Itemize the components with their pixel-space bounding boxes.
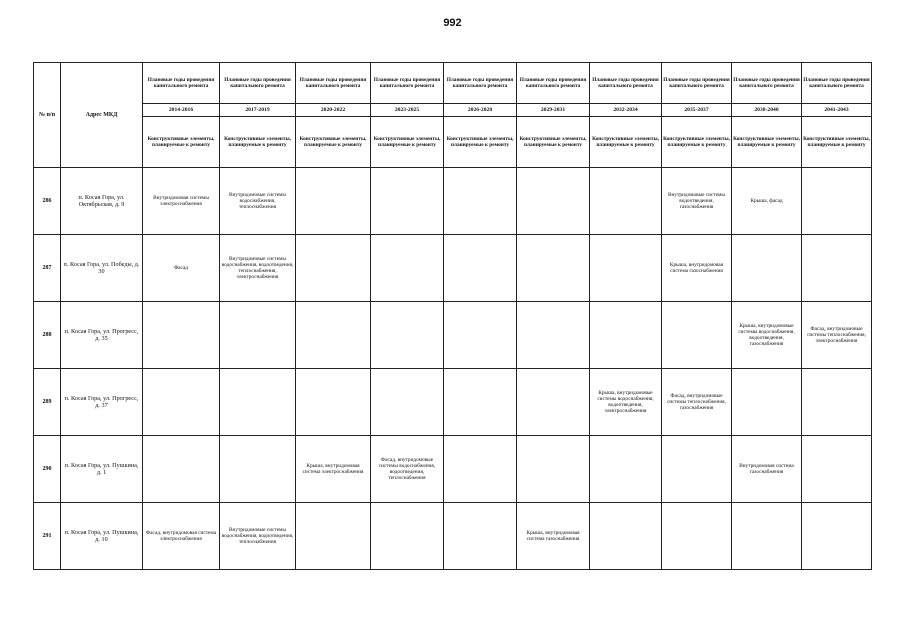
plan-cell: [371, 369, 444, 436]
table-body: [34, 168, 872, 570]
table-row: [34, 168, 872, 235]
header-period-label: Плановые годы проведения капитального ремонта: [590, 63, 662, 104]
header-period-label: Плановые годы проведения капитального ремонта: [444, 63, 517, 104]
header-address: Адрес МКД: [61, 63, 143, 168]
header-elements-label: Конструктивные элементы, планируемые к ремонту: [802, 117, 872, 168]
header-period-label: Плановые годы проведения капитального ремонта: [662, 63, 732, 104]
plan-cell: [590, 235, 662, 302]
plan-cell: Крыша, внутридомовые системы водоснабжения, водоотведения, газоснабжения: [732, 302, 802, 369]
plan-cell: [371, 503, 444, 570]
header-period-label: Плановые годы проведения капитального ремонта: [143, 63, 220, 104]
plan-cell: Внутридомовые системы водоснабжения, водоотведения, теплоснабжения: [220, 503, 296, 570]
header-elements-label: Конструктивные элементы, планируемые к ремонту: [517, 117, 590, 168]
plan-cell: [590, 168, 662, 235]
header-period-label: Плановые годы проведения капитального ремонта: [296, 63, 371, 104]
plan-cell: [517, 235, 590, 302]
plan-cell: Крыша, внутридомовая система газоснабжения: [662, 235, 732, 302]
plan-cell: Фасад, внутридомовые системы водоснабжения, водоотведения, теплоснабжения: [371, 436, 444, 503]
table-row: [34, 503, 872, 570]
plan-cell: [517, 369, 590, 436]
plan-cell: [444, 235, 517, 302]
row-address: п. Косая Гора, ул. Пушкина, д. 10: [61, 503, 143, 570]
row-number: 290: [34, 436, 61, 503]
row-number: 289: [34, 369, 61, 436]
row-number: 291: [34, 503, 61, 570]
plan-cell: [296, 302, 371, 369]
plan-cell: [802, 436, 872, 503]
plan-cell: [517, 302, 590, 369]
plan-cell: [802, 503, 872, 570]
plan-cell: [371, 302, 444, 369]
plan-cell: [143, 369, 220, 436]
row-address: п. Косая Гора, ул. Победы, д. 30: [61, 235, 143, 302]
plan-cell: Крыша, внутридомовая система электроснабжения: [296, 436, 371, 503]
plan-cell: [732, 503, 802, 570]
header-elements-label: Конструктивные элементы, планируемые к ремонту: [371, 117, 444, 168]
plan-cell: Крыша, фасад: [732, 168, 802, 235]
row-address: п. Косая Гора, ул. Прогресс, д. 37: [61, 369, 143, 436]
header-elements-label: Конструктивные элементы, планируемые к ремонту: [732, 117, 802, 168]
row-number: 288: [34, 302, 61, 369]
header-period-label: Плановые годы проведения капитального ремонта: [220, 63, 296, 104]
plan-cell: [143, 302, 220, 369]
table-row: [34, 302, 872, 369]
plan-cell: [371, 235, 444, 302]
plan-cell: Крыша, внутридомовая система газоснабжения: [517, 503, 590, 570]
plan-cell: Внутридомовые системы водоснабжения, водоотведения, теплоснабжения, электроснабжения: [220, 235, 296, 302]
plan-cell: [590, 503, 662, 570]
plan-cell: Фасад, внутридомовая система электроснабжения: [143, 503, 220, 570]
plan-cell: [371, 168, 444, 235]
plan-cell: [517, 436, 590, 503]
plan-cell: [732, 235, 802, 302]
plan-cell: [296, 235, 371, 302]
plan-cell: [732, 369, 802, 436]
plan-cell: [296, 168, 371, 235]
header-year: 2038-2040: [732, 104, 802, 117]
plan-cell: [662, 503, 732, 570]
plan-cell: [296, 369, 371, 436]
table-row: [34, 235, 872, 302]
plan-cell: [802, 369, 872, 436]
row-number: 287: [34, 235, 61, 302]
header-row-elements: [34, 117, 872, 168]
plan-cell: [590, 302, 662, 369]
plan-cell: Внутридомовые системы водоотведения, газоснабжения: [662, 168, 732, 235]
plan-cell: [444, 503, 517, 570]
header-year: 2041-2043: [802, 104, 872, 117]
header-elements-label: Конструктивные элементы, планируемые к ремонту: [296, 117, 371, 168]
header-period-label: Плановые годы проведения капитального ремонта: [517, 63, 590, 104]
table-row: [34, 369, 872, 436]
header-num: № п/п: [34, 63, 61, 168]
plan-cell: [662, 302, 732, 369]
plan-cell: [220, 302, 296, 369]
table-header: [34, 63, 872, 168]
plan-cell: Фасад, внутридомовые системы теплоснабжения, газоснабжения: [662, 369, 732, 436]
header-year: 2032-2034: [590, 104, 662, 117]
row-address: п. Косая Гора, ул. Октябрьская, д. 9: [61, 168, 143, 235]
plan-cell: Внутридомовая система газоснабжения: [732, 436, 802, 503]
plan-cell: Внутридомовая системы электроснабжения: [143, 168, 220, 235]
header-year: 2026-2028: [444, 104, 517, 117]
row-address: п. Косая Гора, ул. Пушкина, д. 1: [61, 436, 143, 503]
plan-cell: [590, 436, 662, 503]
header-year: 2029-2031: [517, 104, 590, 117]
capital-repair-table: [33, 62, 872, 570]
header-period-label: Плановые годы проведения капитального ремонта: [732, 63, 802, 104]
header-year: 2020-2022: [296, 104, 371, 117]
header-row-periods: [34, 63, 872, 104]
plan-cell: [220, 436, 296, 503]
plan-cell: [444, 302, 517, 369]
plan-cell: [296, 503, 371, 570]
header-row-years: [34, 104, 872, 117]
page-number: 992: [443, 17, 462, 29]
plan-cell: [444, 168, 517, 235]
plan-cell: [143, 436, 220, 503]
plan-cell: [220, 369, 296, 436]
row-number: 286: [34, 168, 61, 235]
header-elements-label: Конструктивные элементы, планируемые к ремонту: [143, 117, 220, 168]
plan-cell: [444, 369, 517, 436]
header-year: 2017-2019: [220, 104, 296, 117]
table-row: [34, 436, 872, 503]
plan-cell: Фасад, внутридомовые системы теплоснабжения, электроснабжения: [802, 302, 872, 369]
plan-cell: Внутридомовые системы водоснабжения, теплоснабжения: [220, 168, 296, 235]
plan-cell: [444, 436, 517, 503]
header-period-label: Плановые годы проведения капитального ремонта: [371, 63, 444, 104]
plan-cell: [662, 436, 732, 503]
header-year: 2014-2016: [143, 104, 220, 117]
header-period-label: Плановые годы проведения капитального ремонта: [802, 63, 872, 104]
plan-cell: [802, 235, 872, 302]
plan-cell: [802, 168, 872, 235]
header-year: 2035-2037: [662, 104, 732, 117]
plan-cell: Крыша, внутридомовые системы водоснабжения, водоотведения, электроснабжения: [590, 369, 662, 436]
header-elements-label: Конструктивные элементы, планируемые к ремонту: [662, 117, 732, 168]
plan-cell: Фасад: [143, 235, 220, 302]
header-elements-label: Конструктивные элементы, планируемые к ремонту: [220, 117, 296, 168]
header-year: 2023-2025: [371, 104, 444, 117]
plan-cell: [517, 168, 590, 235]
header-elements-label: Конструктивные элементы, планируемые к ремонту: [590, 117, 662, 168]
header-elements-label: Конструктивные элементы, планируемые к ремонту: [444, 117, 517, 168]
row-address: п. Косая Гора, ул. Прогресс, д. 35: [61, 302, 143, 369]
